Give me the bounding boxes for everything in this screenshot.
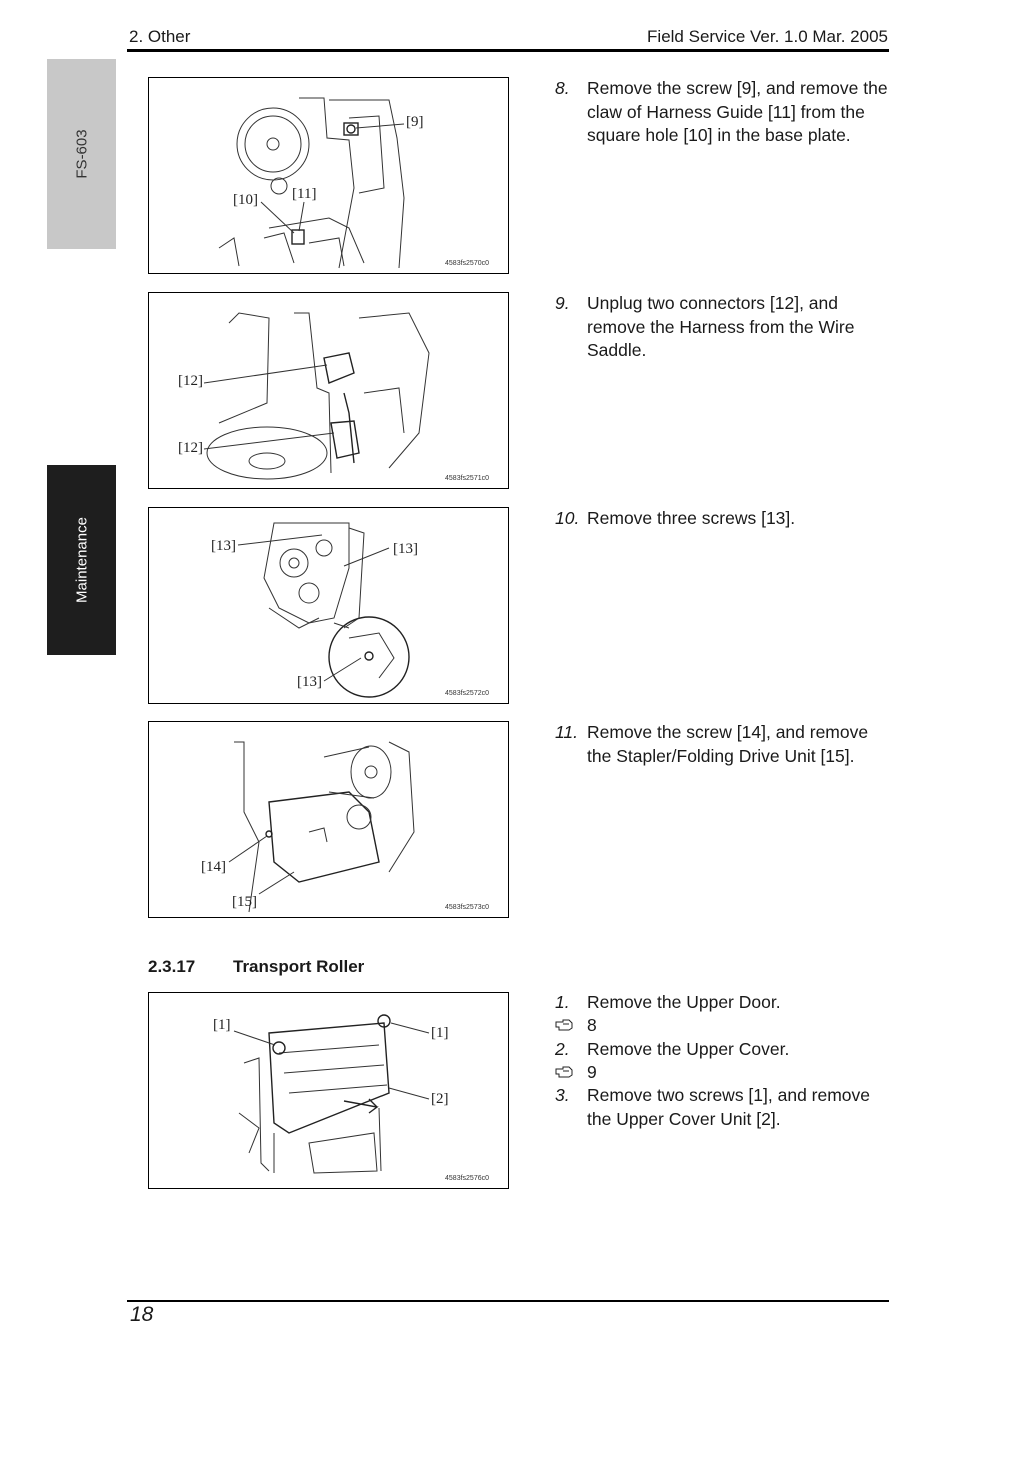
figure-code: 4583fs2571c0	[445, 475, 489, 482]
callout-12-lower: [12]	[178, 440, 203, 456]
header-manual-version: Field Service Ver. 1.0 Mar. 2005	[647, 27, 888, 46]
section-title: Transport Roller	[233, 957, 365, 976]
callout-13-bottom: [13]	[297, 674, 322, 690]
figure-drive-unit-drawing	[149, 722, 508, 917]
figure-harness-guide	[148, 77, 509, 274]
step-number: 3.	[555, 1085, 570, 1105]
page-number: 18	[130, 1303, 154, 1326]
pointing-hand-icon	[555, 1019, 573, 1031]
step-number: 1.	[555, 992, 570, 1012]
callout-1-right: [1]	[431, 1025, 449, 1041]
step-text: Remove the screw [14], and remove the Stapler/Folding Drive Unit [15].	[587, 722, 869, 766]
figure-code: 4583fs2572c0	[445, 690, 489, 697]
step-number: 10.	[555, 508, 580, 528]
step-text: Remove the Upper Door.	[587, 992, 781, 1012]
step-text: Remove the screw [9], and remove the claw of Harness Guide [11] from the square hole [10] in the base plate.	[587, 78, 888, 145]
figure-connectors	[148, 292, 509, 489]
side-tab-product-label: FS-603	[73, 129, 90, 179]
callout-15: [15]	[232, 894, 257, 910]
figure-code: 4583fs2576c0	[445, 1175, 489, 1182]
figure-upper-cover-unit-drawing	[149, 993, 508, 1188]
side-tab-chapter	[47, 465, 116, 655]
callout-13-right: [13]	[393, 541, 418, 557]
figure-three-screws	[148, 507, 509, 704]
header-section: 2. Other	[129, 27, 191, 46]
figure-three-screws-drawing	[149, 508, 508, 703]
callout-2: [2]	[431, 1091, 449, 1107]
pointing-hand-icon	[555, 1066, 573, 1078]
reference-page: 8	[587, 1015, 597, 1035]
figure-drive-unit	[148, 721, 509, 918]
step-text: Remove the Upper Cover.	[587, 1039, 790, 1059]
step-text: Remove two screws [1], and remove the Upper Cover Unit [2].	[587, 1085, 871, 1129]
figure-connectors-drawing	[149, 293, 508, 488]
figure-harness-guide-drawing	[149, 78, 508, 273]
callout-12-upper: [12]	[178, 373, 203, 389]
side-tab-product	[47, 59, 116, 249]
callout-9: [9]	[406, 114, 424, 130]
figure-code: 4583fs2573c0	[445, 904, 489, 911]
callout-1-left: [1]	[213, 1017, 231, 1033]
step-number: 9.	[555, 293, 570, 313]
step-text: Unplug two connectors [12], and remove the Harness from the Wire Saddle.	[587, 293, 855, 360]
callout-13-top: [13]	[211, 538, 236, 554]
figure-upper-cover-unit	[148, 992, 509, 1189]
footer-rule	[127, 1300, 889, 1302]
step-number: 8.	[555, 78, 570, 98]
header-rule	[127, 49, 889, 52]
figure-code: 4583fs2570c0	[445, 260, 489, 267]
section-number: 2.3.17	[148, 957, 196, 976]
callout-11: [11]	[292, 186, 317, 202]
callout-10: [10]	[233, 192, 258, 208]
callout-14: [14]	[201, 859, 226, 875]
step-number: 2.	[555, 1039, 570, 1059]
side-tab-chapter-label: Maintenance	[73, 517, 90, 603]
step-text: Remove three screws [13].	[587, 508, 796, 528]
reference-page: 9	[587, 1062, 597, 1082]
step-number: 11.	[555, 722, 579, 742]
